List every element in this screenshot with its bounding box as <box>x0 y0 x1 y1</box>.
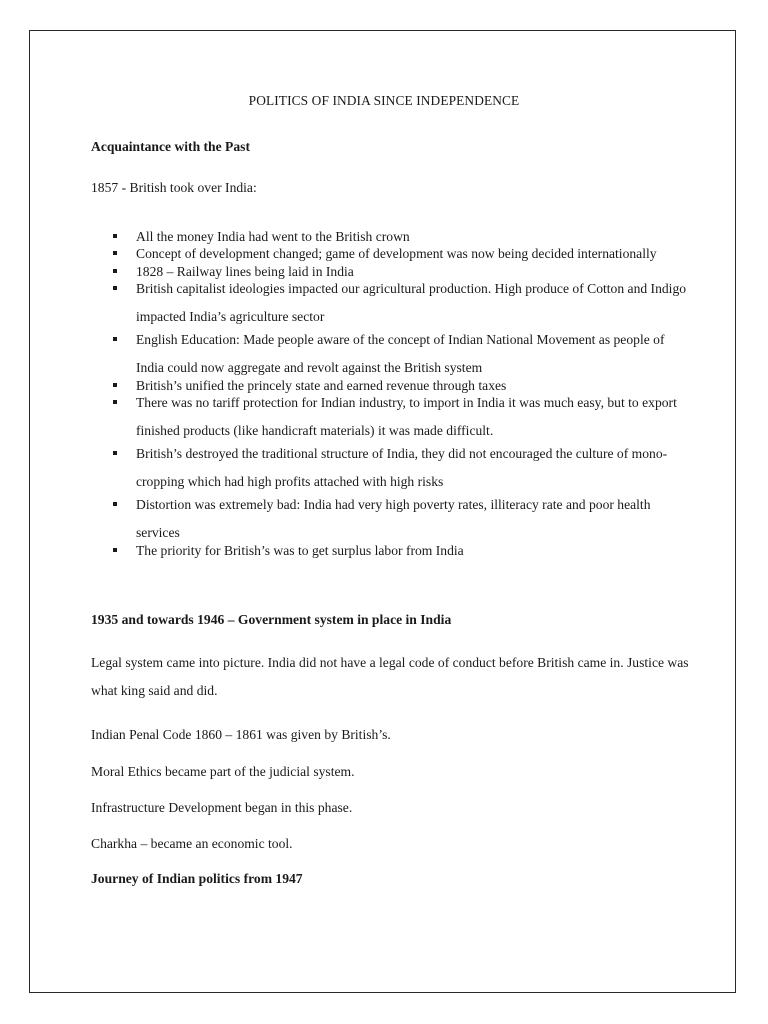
list-item <box>113 440 693 496</box>
paragraph-penal-code: Indian Penal Code 1860 – 1861 was given by British’s. <box>91 727 391 742</box>
paragraph-legal-system: Legal system came into picture. India did not have a legal code of conduct before British came in. Justice was what king said and did. <box>91 655 689 698</box>
bullet-icon <box>113 400 117 404</box>
bullet-icon <box>113 269 117 273</box>
list-item-text: All the money India had went to the British crown <box>136 229 410 244</box>
list-item-text: 1828 – Railway lines being laid in India <box>136 264 354 279</box>
bullet-icon <box>113 251 117 255</box>
list-item <box>113 389 693 445</box>
paragraph-moral-ethics: Moral Ethics became part of the judicial system. <box>91 764 355 779</box>
list-item-text: There was no tariff protection for Indian industry, to import in India it was much easy, but to export finished products (like handicraft materials) it was made difficult. <box>136 395 677 438</box>
list-item-text: British’s destroyed the traditional structure of India, they did not encouraged the culture of mono-cropping which had high profits attached with high risks <box>136 446 668 489</box>
list-item-text: Distortion was extremely bad: India had very high poverty rates, illiteracy rate and poor health services <box>136 497 651 540</box>
bullet-icon <box>113 451 117 455</box>
section-heading-1947: Journey of Indian politics from 1947 <box>91 871 303 886</box>
intro-line: 1857 - British took over India: <box>91 180 257 195</box>
bullet-icon <box>113 286 117 290</box>
list-item <box>113 542 693 559</box>
list-item <box>113 491 693 547</box>
list-item <box>113 275 693 331</box>
section-heading-past: Acquaintance with the Past <box>91 139 250 154</box>
bullet-icon <box>113 337 117 341</box>
list-item-text: The priority for British’s was to get surplus labor from India <box>136 543 464 558</box>
bullet-icon <box>113 548 117 552</box>
bullet-icon <box>113 502 117 506</box>
list-item-text: Concept of development changed; game of development was now being decided internationally <box>136 246 657 261</box>
document-title: POLITICS OF INDIA SINCE INDEPENDENCE <box>248 93 520 108</box>
bullet-icon <box>113 234 117 238</box>
list-item-text: English Education: Made people aware of the concept of Indian National Movement as people of India could now aggregate and revolt against the British system <box>136 332 665 375</box>
paragraph-infrastructure: Infrastructure Development began in this phase. <box>91 800 353 815</box>
list-item <box>113 326 693 382</box>
section-heading-1935: 1935 and towards 1946 – Government system in place in India <box>91 612 452 627</box>
bullet-icon <box>113 383 117 387</box>
bullet-list <box>113 228 693 559</box>
paragraph-charkha: Charkha – became an economic tool. <box>91 836 293 851</box>
list-item-text: British capitalist ideologies impacted our agricultural production. High produce of Cotton and Indigo impacted India’s agriculture sector <box>136 281 687 324</box>
list-item-text: British’s unified the princely state and earned revenue through taxes <box>136 378 507 393</box>
